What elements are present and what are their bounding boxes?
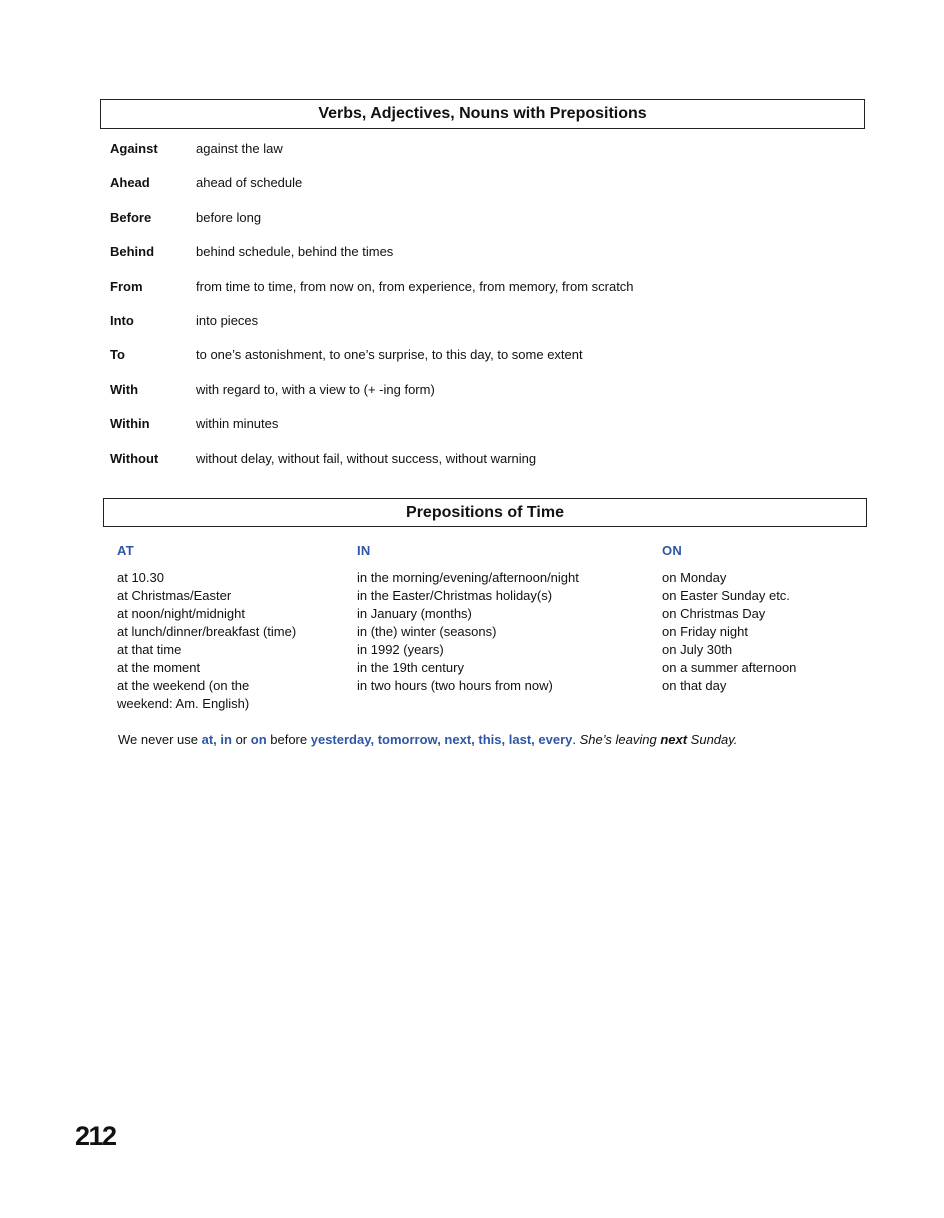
list-item: at noon/night/midnight bbox=[117, 606, 245, 621]
list-item: in 1992 (years) bbox=[357, 642, 444, 657]
note-keyword: every bbox=[538, 732, 573, 747]
preposition-word: Into bbox=[110, 312, 134, 328]
preposition-row bbox=[110, 347, 870, 381]
note-keyword: tomorrow bbox=[377, 732, 438, 747]
preposition-row bbox=[110, 279, 870, 313]
preposition-example: with regard to, with a view to (+ -ing form) bbox=[196, 381, 435, 397]
list-item: at the moment bbox=[117, 660, 201, 675]
list-item: on Easter Sunday etc. bbox=[662, 588, 790, 603]
list-item: on that day bbox=[662, 678, 727, 693]
column-heading: IN bbox=[357, 543, 371, 558]
column-heading: AT bbox=[117, 543, 134, 558]
section-title-text: Prepositions of Time bbox=[406, 503, 564, 521]
column-at bbox=[117, 542, 342, 713]
list-item: in the 19th century bbox=[357, 660, 464, 675]
note-separator: , bbox=[370, 732, 378, 747]
note-separator: , bbox=[471, 732, 479, 747]
note-text: We never use bbox=[118, 732, 202, 747]
preposition-list bbox=[110, 141, 870, 485]
preposition-example: to one’s astonishment, to one’s surprise, to this day, to some extent bbox=[196, 347, 583, 363]
preposition-row bbox=[110, 244, 870, 278]
preposition-word: Within bbox=[110, 416, 150, 432]
preposition-row bbox=[110, 313, 870, 347]
preposition-word: To bbox=[110, 347, 125, 363]
usage-note bbox=[118, 731, 737, 749]
preposition-example: without delay, without fail, without success, without warning bbox=[196, 450, 537, 466]
list-item: in (the) winter (seasons) bbox=[357, 624, 497, 639]
note-example: Sunday. bbox=[687, 732, 738, 747]
section-title-text: Verbs, Adjectives, Nouns with Prepositions bbox=[318, 105, 647, 122]
note-keyword: last bbox=[508, 732, 532, 747]
preposition-word: Before bbox=[110, 209, 152, 225]
list-item: on Monday bbox=[662, 570, 727, 585]
list-item: at the weekend (on the weekend: Am. English) bbox=[117, 678, 250, 711]
list-item: on Christmas Day bbox=[662, 606, 766, 621]
list-item: on a summer afternoon bbox=[662, 660, 797, 675]
preposition-row bbox=[110, 416, 870, 450]
list-item: in two hours (two hours from now) bbox=[357, 678, 553, 693]
preposition-row bbox=[110, 141, 870, 175]
note-separator: , bbox=[531, 732, 539, 747]
note-example-emphasis: next bbox=[660, 732, 688, 747]
note-example: She’s leaving bbox=[579, 732, 661, 747]
list-item: at lunch/dinner/breakfast (time) bbox=[117, 624, 297, 639]
preposition-example: before long bbox=[196, 209, 262, 225]
list-item: at 10.30 bbox=[117, 570, 164, 585]
note-separator: , bbox=[213, 732, 221, 747]
list-item: on July 30th bbox=[662, 642, 733, 657]
list-item: in January (months) bbox=[357, 606, 472, 621]
note-keyword: this bbox=[478, 732, 502, 747]
preposition-word: With bbox=[110, 381, 139, 397]
note-keyword: next bbox=[444, 732, 472, 747]
column-heading: ON bbox=[662, 543, 683, 558]
preposition-example: from time to time, from now on, from experience, from memory, from scratch bbox=[196, 278, 634, 294]
preposition-word: From bbox=[110, 278, 143, 294]
preposition-example: ahead of schedule bbox=[196, 175, 303, 191]
preposition-row bbox=[110, 175, 870, 209]
column-in bbox=[357, 542, 647, 695]
preposition-word: Ahead bbox=[110, 175, 150, 191]
list-item: in the morning/evening/afternoon/night bbox=[357, 570, 579, 585]
note-text: or bbox=[231, 732, 251, 747]
note-separator: , bbox=[437, 732, 445, 747]
page-number: 212 bbox=[75, 1121, 116, 1151]
section-title-verbs-adjectives-nouns bbox=[100, 99, 865, 129]
preposition-example: into pieces bbox=[196, 312, 259, 328]
list-item: on Friday night bbox=[662, 624, 748, 639]
note-keyword: at bbox=[201, 732, 214, 747]
preposition-example: behind schedule, behind the times bbox=[196, 244, 394, 260]
list-item: in the Easter/Christmas holiday(s) bbox=[357, 588, 553, 603]
preposition-row bbox=[110, 382, 870, 416]
preposition-word: Without bbox=[110, 450, 159, 466]
note-text: before bbox=[266, 732, 311, 747]
preposition-example: within minutes bbox=[196, 416, 279, 432]
preposition-row bbox=[110, 451, 870, 485]
preposition-word: Behind bbox=[110, 244, 155, 260]
preposition-example: against the law bbox=[196, 141, 283, 156]
preposition-word: Against bbox=[110, 141, 158, 156]
note-separator: , bbox=[501, 732, 509, 747]
note-keyword: in bbox=[220, 732, 232, 747]
note-keyword: yesterday bbox=[310, 732, 371, 747]
section-title-prepositions-of-time bbox=[103, 498, 867, 527]
note-text: . bbox=[572, 732, 580, 747]
preposition-row bbox=[110, 210, 870, 244]
list-item: at Christmas/Easter bbox=[117, 588, 232, 603]
column-on bbox=[662, 542, 862, 695]
list-item: at that time bbox=[117, 642, 182, 657]
note-keyword: on bbox=[250, 732, 267, 747]
